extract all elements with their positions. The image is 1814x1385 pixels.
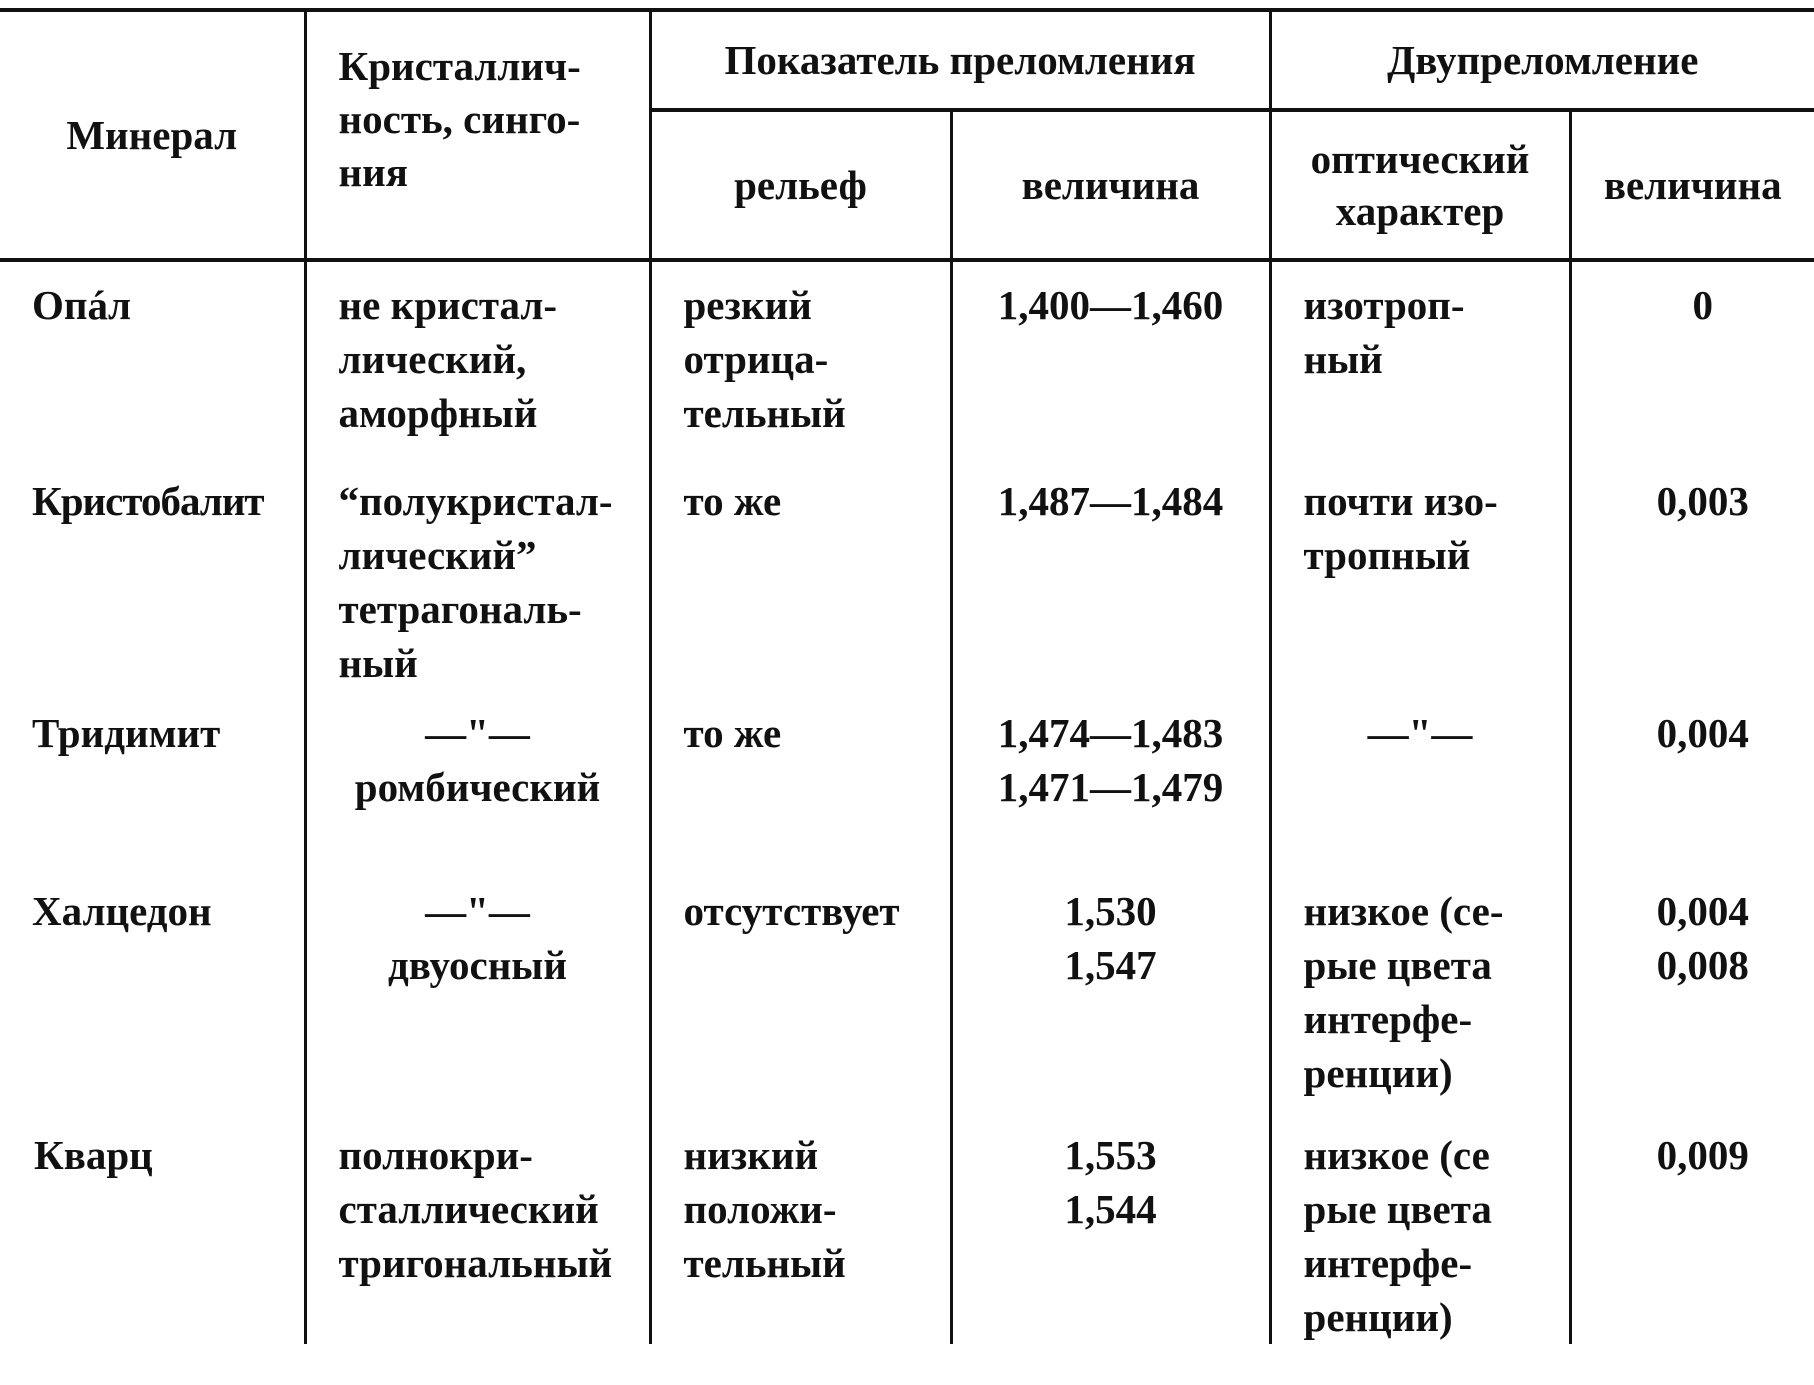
optical-character-cell-line: изотроп- <box>1303 282 1465 328</box>
header-refraction-index: Показатель преломления <box>650 10 1270 110</box>
table-row <box>0 700 1814 878</box>
crystallinity-cell-line: двуосный <box>388 942 567 988</box>
optical-character-cell-line: рые цвета <box>1303 1186 1492 1232</box>
crystallinity-cell <box>305 470 650 700</box>
crystallinity-cell <box>305 700 650 878</box>
header-crystallinity <box>305 10 650 260</box>
crystallinity-cell-line: сталлический <box>338 1186 599 1232</box>
optical-character-cell <box>1270 878 1570 1122</box>
bir-value-cell-line: 0,009 <box>1656 1132 1749 1178</box>
mineral-cell: Опáл <box>32 282 132 328</box>
crystallinity-cell-line: “полукристал- <box>338 478 613 524</box>
optical-character-cell-line: тропный <box>1303 532 1471 578</box>
crystallinity-cell-line: лический, <box>338 336 527 382</box>
ri-value-cell-line: 1,487—1,484 <box>997 478 1224 524</box>
mineral-cell: Тридимит <box>32 710 221 756</box>
crystallinity-cell <box>305 260 650 470</box>
ri-value-cell-line: 1,400—1,460 <box>997 282 1224 328</box>
optical-character-cell <box>1270 470 1570 700</box>
relief-cell-line: отрица- <box>683 336 829 382</box>
table-row <box>0 1122 1814 1344</box>
ri-value-cell <box>951 470 1270 700</box>
crystallinity-cell-line: —"— <box>425 888 530 934</box>
crystallinity-cell-line: ный <box>338 640 418 686</box>
relief-cell-line: резкий <box>683 282 812 328</box>
bir-value-cell <box>1570 260 1814 470</box>
ri-value-cell <box>951 700 1270 878</box>
relief-cell-line: положи- <box>683 1186 837 1232</box>
optical-character-cell <box>1270 260 1570 470</box>
relief-cell-line: то же <box>683 710 782 756</box>
relief-cell <box>650 470 951 700</box>
mineral-cell: Халцедон <box>32 888 212 934</box>
relief-cell-line: тельный <box>683 1240 846 1286</box>
header-mineral: Минерал <box>0 10 305 260</box>
crystallinity-cell-line: лический” <box>338 532 537 578</box>
ri-value-cell-line: 1,474—1,483 <box>997 710 1224 756</box>
header-optical-line: оптический <box>1310 136 1530 182</box>
relief-cell <box>650 260 951 470</box>
ri-value-cell <box>951 878 1270 1122</box>
optical-character-cell <box>1270 1122 1570 1344</box>
crystallinity-cell-line: тригональный <box>338 1240 613 1286</box>
header-crystallinity-line: Кристаллич- <box>338 43 581 89</box>
optical-character-cell-line: почти изо- <box>1303 478 1498 524</box>
ri-value-cell-line: 1,544 <box>1064 1186 1157 1232</box>
mineral-cell: Кварц <box>34 1132 153 1178</box>
relief-cell-line: то же <box>683 478 782 524</box>
optical-character-cell-line: ный <box>1303 336 1383 382</box>
optical-character-cell-line: ренции) <box>1303 1294 1453 1340</box>
optical-character-cell-line: низкое (се- <box>1303 888 1504 934</box>
header-optical-line: характер <box>1335 188 1505 234</box>
crystallinity-cell <box>305 1122 650 1344</box>
crystallinity-cell-line: ромбический <box>354 764 601 810</box>
optical-character-cell-line: рые цвета <box>1303 942 1492 988</box>
crystallinity-cell-line: аморфный <box>338 390 538 436</box>
table-row <box>0 470 1814 700</box>
table-body <box>0 260 1814 1344</box>
ri-value-cell-line: 1,547 <box>1064 942 1157 988</box>
header-crystallinity-line: ния <box>338 149 408 195</box>
relief-cell <box>650 878 951 1122</box>
ri-value-cell-line: 1,471—1,479 <box>997 764 1224 810</box>
ri-value-cell-line: 1,530 <box>1064 888 1157 934</box>
bir-value-cell-line: 0,004 <box>1656 888 1749 934</box>
relief-cell-line: низкий <box>683 1132 819 1178</box>
crystallinity-cell-line: полнокри- <box>338 1132 533 1178</box>
header-relief: рельеф <box>650 110 951 260</box>
header-birefringence: Двупреломление <box>1270 10 1814 110</box>
optical-character-cell-line: ренции) <box>1303 1050 1453 1096</box>
optical-character-cell-line: интерфе- <box>1303 1240 1473 1286</box>
crystallinity-cell <box>305 878 650 1122</box>
table-row <box>0 260 1814 470</box>
bir-value-cell <box>1570 700 1814 878</box>
relief-cell-line: тельный <box>683 390 846 436</box>
bir-value-cell-line: 0 <box>1692 282 1714 328</box>
ri-value-cell <box>951 260 1270 470</box>
optical-character-cell <box>1270 700 1570 878</box>
relief-cell <box>650 700 951 878</box>
mineral-cell: Кристобалит <box>32 478 264 524</box>
header-ri-value: величина <box>951 110 1270 260</box>
crystallinity-cell-line: не кристал- <box>338 282 557 328</box>
header-bir-value: величина <box>1570 110 1814 260</box>
relief-cell-line: отсутствует <box>683 888 900 934</box>
bir-value-cell <box>1570 1122 1814 1344</box>
table-header <box>0 10 1814 260</box>
optical-character-cell-line: интерфе- <box>1303 996 1473 1042</box>
bir-value-cell <box>1570 878 1814 1122</box>
optical-character-cell-line: низкое (се <box>1303 1132 1490 1178</box>
ri-value-cell-line: 1,553 <box>1064 1132 1157 1178</box>
optical-character-cell-line: —"— <box>1367 710 1473 756</box>
bir-value-cell-line: 0,008 <box>1656 942 1749 988</box>
header-crystallinity-line: ность, синго- <box>338 96 581 142</box>
header-optical-character <box>1270 110 1570 260</box>
ri-value-cell <box>951 1122 1270 1344</box>
crystallinity-cell-line: тетрагональ- <box>338 586 582 632</box>
crystallinity-cell-line: —"— <box>425 710 530 756</box>
bir-value-cell-line: 0,003 <box>1656 478 1749 524</box>
bir-value-cell-line: 0,004 <box>1656 710 1749 756</box>
bir-value-cell <box>1570 470 1814 700</box>
minerals-table <box>0 8 1814 1344</box>
relief-cell <box>650 1122 951 1344</box>
table-row <box>0 878 1814 1122</box>
